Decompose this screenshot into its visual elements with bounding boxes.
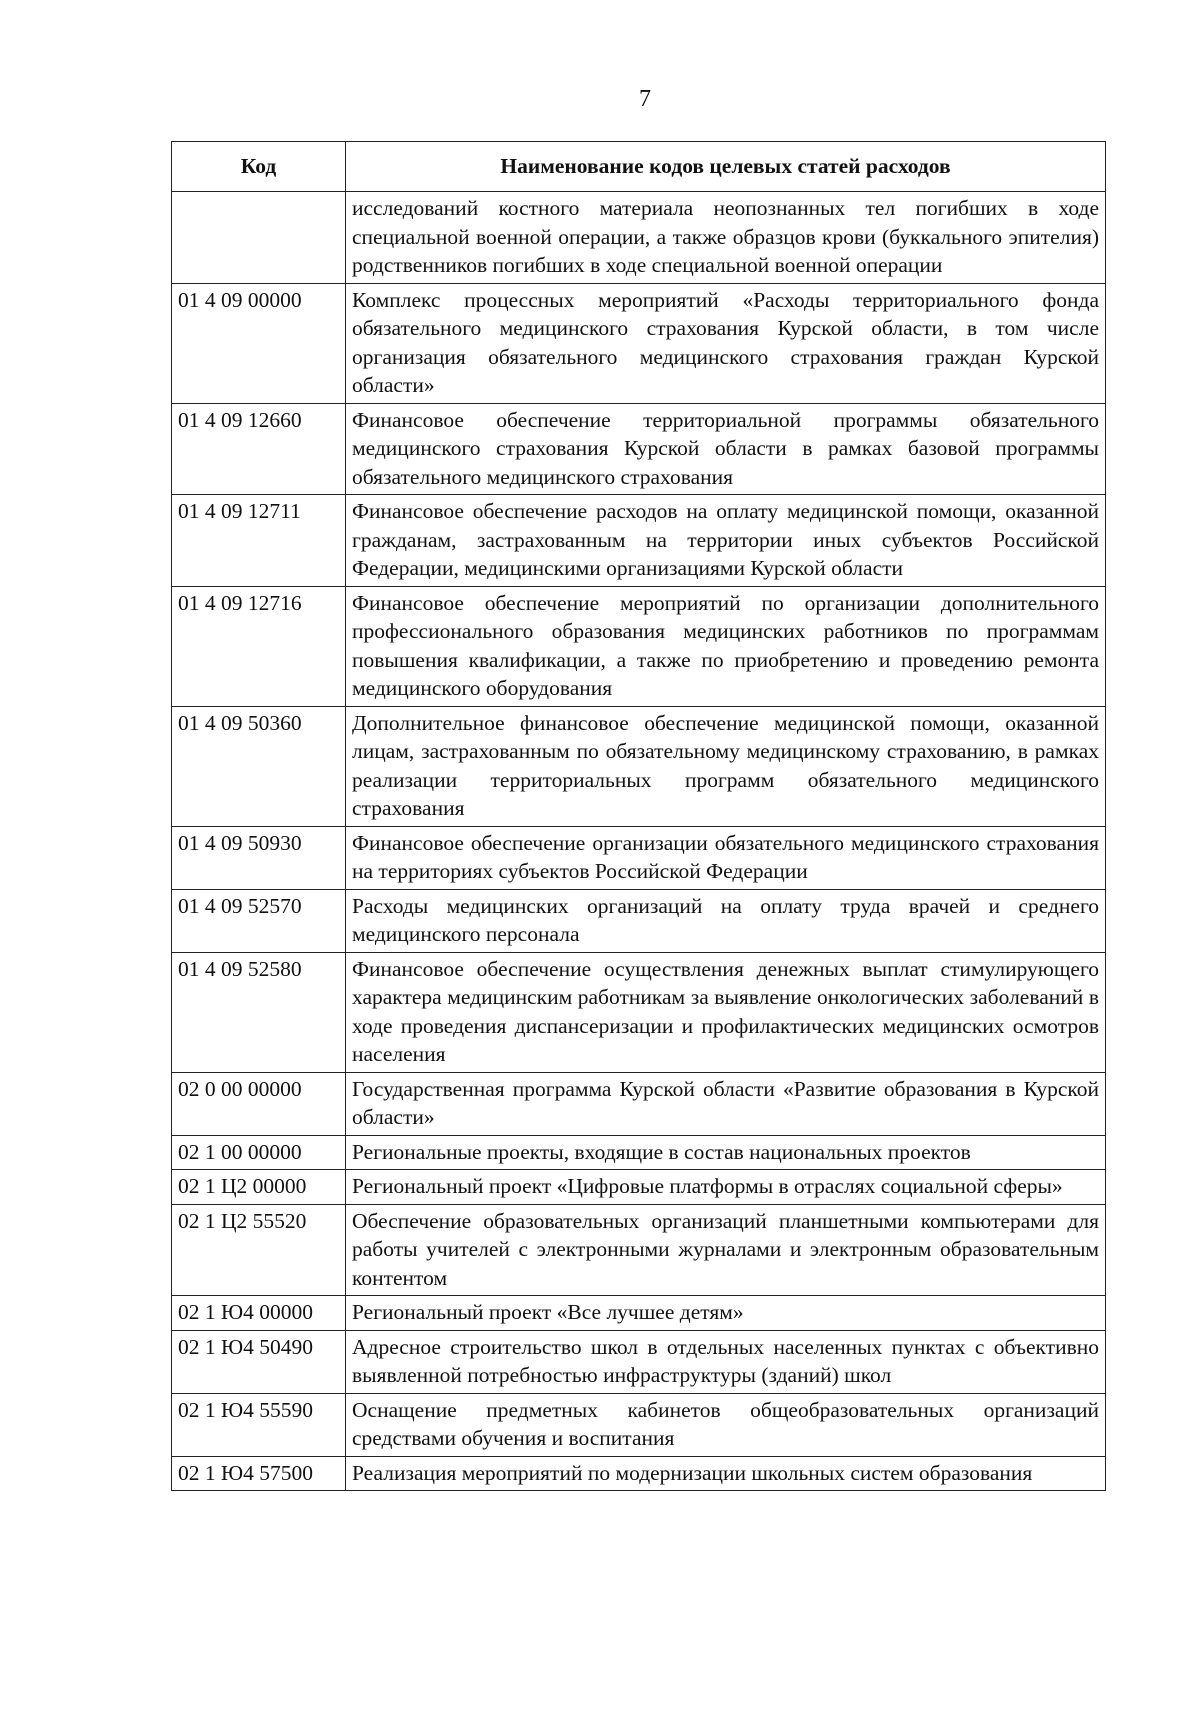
table-row [172,1072,1106,1135]
row-code: 01 4 09 12711 [172,495,346,587]
row-name: Региональный проект «Все лучшее детям» [346,1296,1106,1331]
row-code: 02 0 00 00000 [172,1072,346,1135]
row-code: 02 1 Ю4 00000 [172,1296,346,1331]
row-code: 02 1 00 00000 [172,1135,346,1170]
row-name: исследований костного материала неопознанных тел погибших в ходе специальной военной операции, а также образцов крови (буккального эпителия) родственников погибших в ходе специальной военной операции [346,192,1106,284]
table-row [172,586,1106,706]
row-name: Дополнительное финансовое обеспечение медицинской помощи, оказанной лицам, застрахованным по обязательному медицинскому страхованию, в рамках реализации территориальных программ обязательного медицинского страхования [346,706,1106,826]
row-name: Финансовое обеспечение организации обязательного медицинского страхования на территориях субъектов Российской Федерации [346,826,1106,889]
row-name: Региональный проект «Цифровые платформы в отраслях социальной сферы» [346,1170,1106,1205]
row-code: 01 4 09 50360 [172,706,346,826]
row-name: Финансовое обеспечение территориальной программы обязательного медицинского страхования Курской области в рамках базовой программы обязательного медицинского страхования [346,403,1106,495]
table-row [172,1393,1106,1456]
table-row [172,1330,1106,1393]
table-row [172,826,1106,889]
row-code: 01 4 09 50930 [172,826,346,889]
row-name: Региональные проекты, входящие в состав национальных проектов [346,1135,1106,1170]
table-row [172,1204,1106,1296]
target-expense-codes-table [171,141,1106,1491]
row-code: 02 1 Ц2 00000 [172,1170,346,1205]
column-header-code: Код [172,142,346,192]
row-name: Реализация мероприятий по модернизации школьных систем образования [346,1456,1106,1491]
table-row [172,1296,1106,1331]
row-name: Финансовое обеспечение мероприятий по организации дополнительного профессионального образования медицинских работников по программам повышения квалификации, а также по приобретению и проведению ремонта медицинского оборудования [346,586,1106,706]
column-header-name: Наименование кодов целевых статей расходов [346,142,1106,192]
row-code: 01 4 09 12716 [172,586,346,706]
row-name: Государственная программа Курской области «Развитие образования в Курской области» [346,1072,1106,1135]
row-code: 02 1 Ю4 57500 [172,1456,346,1491]
table-row [172,706,1106,826]
row-code: 01 4 09 00000 [172,283,346,403]
row-name: Обеспечение образовательных организаций планшетными компьютерами для работы учителей с электронными журналами и электронным образовательным контентом [346,1204,1106,1296]
row-code: 02 1 Ю4 50490 [172,1330,346,1393]
table-row [172,1456,1106,1491]
row-code: 02 1 Ц2 55520 [172,1204,346,1296]
row-code: 02 1 Ю4 55590 [172,1393,346,1456]
table-row [172,1135,1106,1170]
row-name: Расходы медицинских организаций на оплату труда врачей и среднего медицинского персонала [346,889,1106,952]
row-name: Финансовое обеспечение осуществления денежных выплат стимулирующего характера медицинским работникам за выявление онкологических заболеваний в ходе проведения диспансеризации и профилактических медицинских осмотров населения [346,952,1106,1072]
table-header-row [172,142,1106,192]
row-code: 01 4 09 52570 [172,889,346,952]
row-name: Адресное строительство школ в отдельных населенных пунктах с объективно выявленной потребностью инфраструктуры (зданий) школ [346,1330,1106,1393]
table-row [172,952,1106,1072]
row-name: Комплекс процессных мероприятий «Расходы территориального фонда обязательного медицинского страхования Курской области, в том числе организация обязательного медицинского страхования граждан Курской области» [346,283,1106,403]
row-name: Оснащение предметных кабинетов общеобразовательных организаций средствами обучения и воспитания [346,1393,1106,1456]
table-row [172,889,1106,952]
table-row [172,403,1106,495]
table-row [172,1170,1106,1205]
row-code [172,192,346,284]
table-row [172,192,1106,284]
row-code: 01 4 09 52580 [172,952,346,1072]
page-number: 7 [639,86,651,112]
table-row [172,283,1106,403]
row-name: Финансовое обеспечение расходов на оплату медицинской помощи, оказанной гражданам, застрахованным на территории иных субъектов Российской Федерации, медицинскими организациями Курской области [346,495,1106,587]
row-code: 01 4 09 12660 [172,403,346,495]
table-row [172,495,1106,587]
